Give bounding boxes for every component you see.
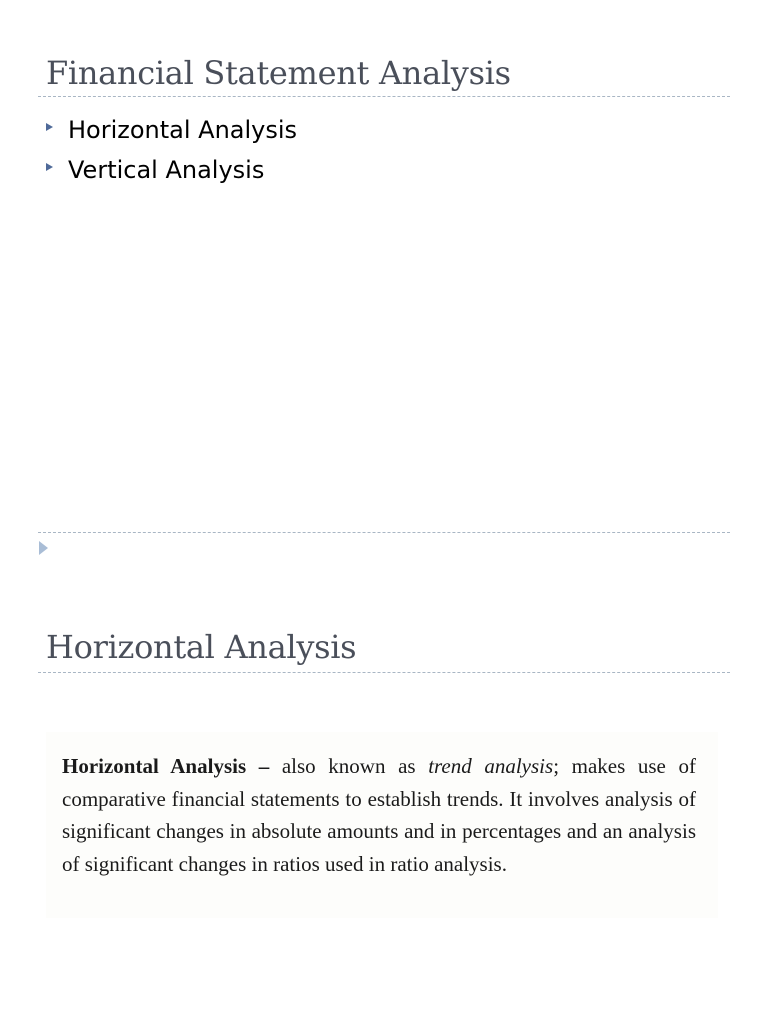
- slide-horizontal-analysis: [0, 600, 768, 1024]
- bullet-list: [46, 110, 297, 190]
- definition-image: [46, 732, 718, 918]
- footer-divider: [38, 532, 730, 533]
- slide-title: Financial Statement Analysis: [46, 54, 511, 92]
- list-item: [46, 110, 297, 150]
- bullet-label: Horizontal Analysis: [68, 116, 298, 144]
- definition-paragraph: [62, 750, 696, 880]
- definition-italic-term: trend analysis: [428, 754, 554, 778]
- definition-dash: –: [246, 754, 282, 778]
- bullet-label: Vertical Analysis: [68, 156, 265, 184]
- triangle-bullet-icon: [46, 163, 53, 171]
- definition-term: Horizontal Analysis: [62, 754, 247, 778]
- title-divider: [38, 672, 730, 673]
- list-item: [46, 150, 297, 190]
- slide-title: Horizontal Analysis: [46, 628, 357, 666]
- definition-text-part: ; makes use of comparative financial statements to establish trends. It involves analysis of significant changes in absolute amounts and in percentages and an analysis of significant changes in ratios used in ratio analysis.: [62, 754, 696, 876]
- definition-text-part: also known as: [281, 754, 429, 778]
- title-divider: [38, 96, 730, 97]
- triangle-bullet-icon: [46, 123, 53, 131]
- triangle-right-icon: [39, 541, 48, 555]
